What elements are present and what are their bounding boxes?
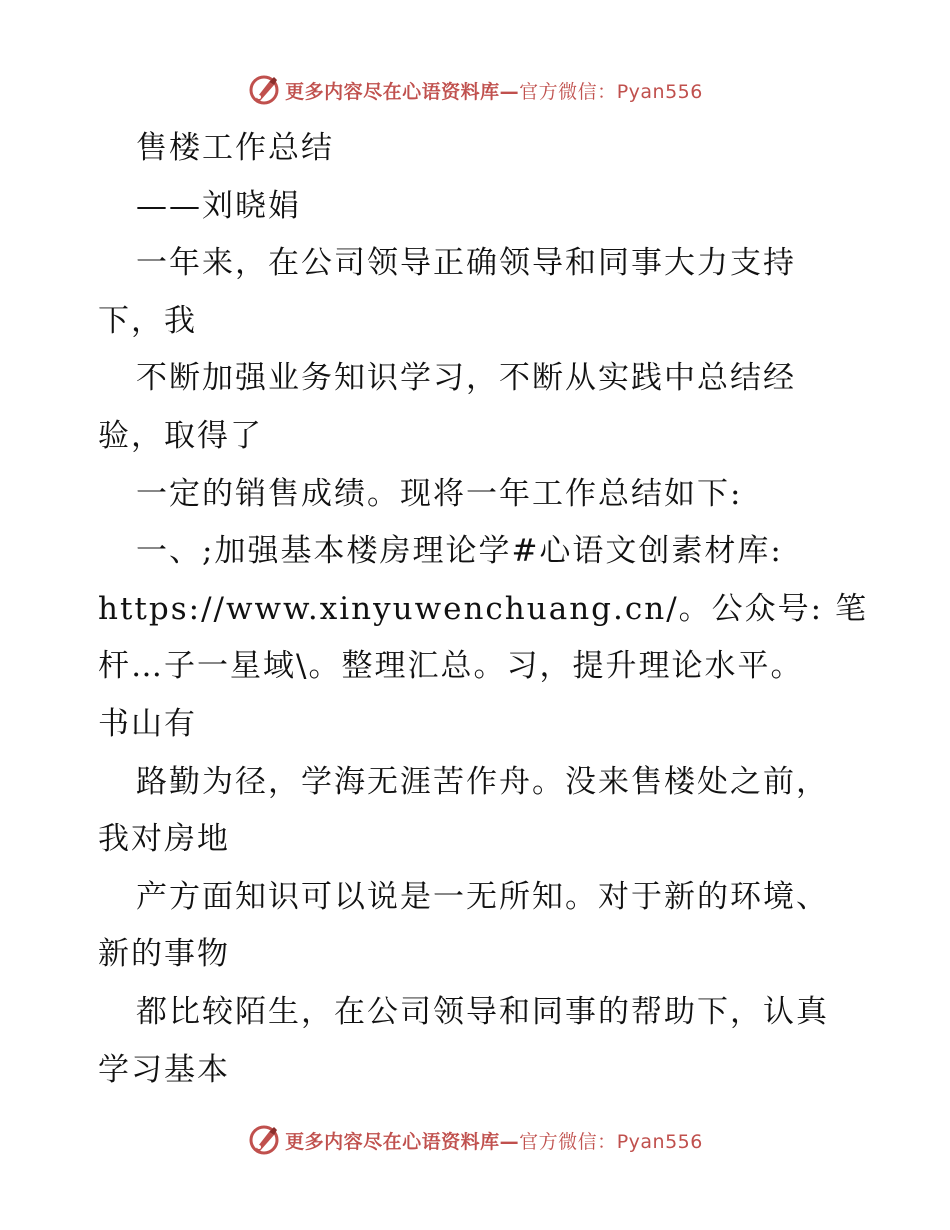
text-line: 下，我 bbox=[98, 302, 197, 339]
text-line: 产方面知识可以说是一无所知。对于新的环境、 bbox=[136, 878, 829, 915]
document-author: ——刘晓娟 bbox=[136, 187, 301, 224]
quill-pen-logo-icon bbox=[247, 1123, 281, 1157]
banner-dash: — bbox=[499, 1130, 520, 1153]
banner-main-text: 更多内容尽在心语资料库 bbox=[285, 1130, 500, 1153]
document-title: 售楼工作总结 bbox=[136, 130, 334, 166]
banner-wechat-label: 官方微信： bbox=[519, 80, 617, 103]
document-paragraphs bbox=[98, 235, 868, 1099]
text-line: 一年来，在公司领导正确领导和同事大力支持 bbox=[136, 245, 796, 282]
text-line: 学习基本 bbox=[98, 1051, 230, 1088]
quill-pen-logo-icon bbox=[247, 73, 281, 107]
footer-banner bbox=[0, 1120, 950, 1160]
text-line: 我对房地 bbox=[98, 821, 230, 858]
text-line: 路勤为径，学海无涯苦作舟。没来售楼处之前， bbox=[136, 763, 829, 800]
header-banner bbox=[0, 70, 950, 110]
banner-wechat-id: Pyan556 bbox=[616, 1130, 703, 1153]
text-line: 一定的销售成绩。现将一年工作总结如下: bbox=[136, 475, 743, 512]
text-line: 书山有 bbox=[98, 705, 197, 742]
document-body bbox=[98, 120, 868, 1099]
banner-text bbox=[285, 1127, 703, 1154]
banner-text bbox=[285, 77, 703, 104]
banner-wechat-label: 官方微信： bbox=[519, 1130, 617, 1153]
text-line: 一、;加强基本楼房理论学#心语文创素材库: bbox=[136, 533, 783, 570]
text-line: https://www.xinyuwenchuang.cn/。公众号: 笔 bbox=[98, 590, 868, 627]
text-line: 验，取得了 bbox=[98, 417, 263, 454]
text-line: 都比较陌生，在公司领导和同事的帮助下，认真 bbox=[136, 993, 829, 1030]
text-line: 杆…子一星域\。整理汇总。习，提升理论水平。 bbox=[98, 648, 804, 685]
text-line: 不断加强业务知识学习，不断从实践中总结经 bbox=[136, 360, 796, 397]
text-line: 新的事物 bbox=[98, 936, 230, 973]
banner-main-text: 更多内容尽在心语资料库 bbox=[285, 80, 500, 103]
banner-dash: — bbox=[499, 80, 520, 103]
banner-wechat-id: Pyan556 bbox=[616, 80, 703, 103]
